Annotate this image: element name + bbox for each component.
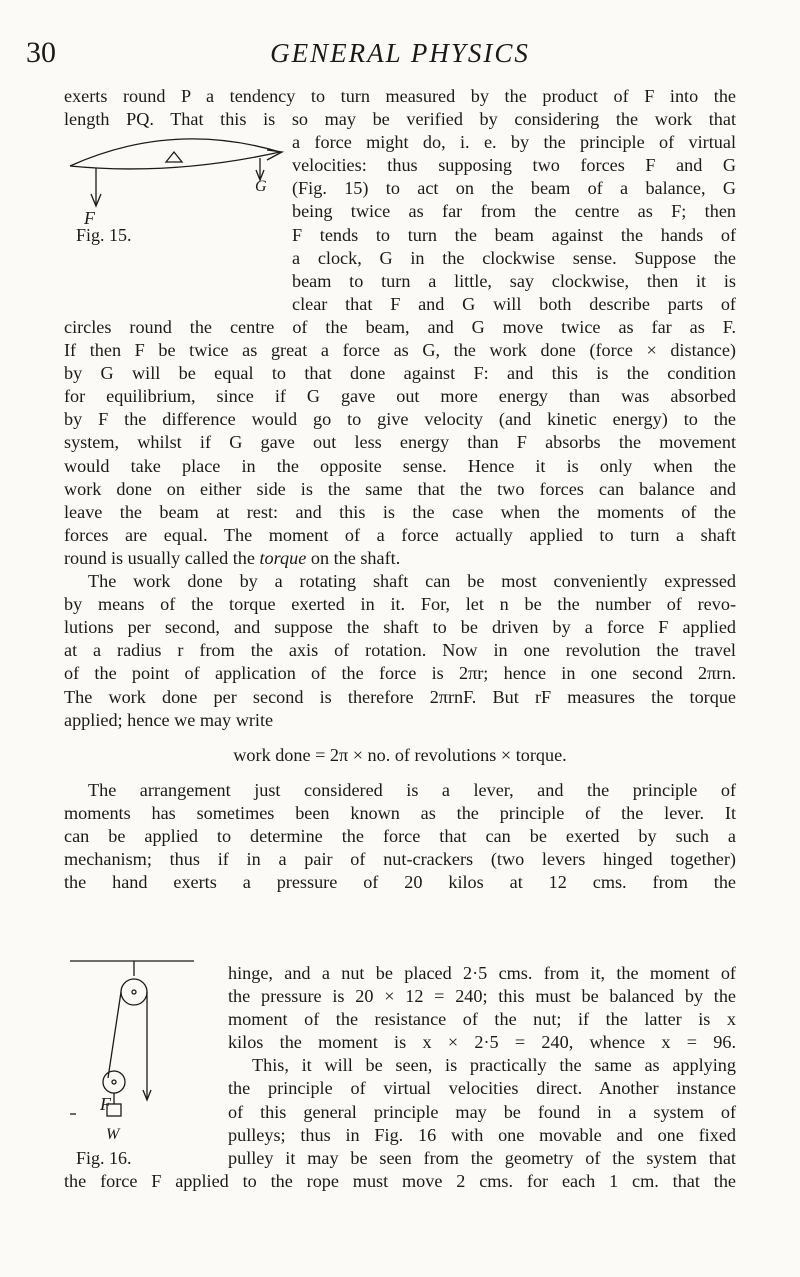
- text-line: of this general principle may be found in a system of: [228, 1101, 736, 1122]
- text-line: moment of the resistance of the nut; if the latter is x: [228, 1009, 736, 1030]
- balance-beam-diagram: [62, 130, 302, 270]
- text-line: forces are equal. The moment of a force actually applied to turn a shaft: [64, 524, 736, 545]
- paragraph-nutcracker: [228, 962, 736, 1170]
- text-line: pulleys; thus in Fig. 16 with one movable and one fixed: [228, 1124, 736, 1145]
- text-line: the hand exerts a pressure of 20 kilos at 12 cms. from the: [64, 872, 736, 893]
- text-line: If then F be twice as great a force as G, the work done (force × distance): [64, 340, 736, 361]
- torque-line: round is usually called the torque on the shaft.: [64, 547, 401, 568]
- text-line: (Fig. 15) to act on the beam of a balance, G: [292, 178, 736, 199]
- text-line: by means of the torque exerted in it. For, let n be the number of revo-: [64, 594, 736, 615]
- fulcrum-icon: [166, 152, 182, 162]
- text-line: by F the difference would go to give velocity (and kinetic energy) to the: [64, 409, 736, 430]
- fig16-caption: Fig. 16.: [76, 1148, 132, 1168]
- text-line: velocities: thus supposing two forces F and G: [292, 155, 736, 176]
- beam-lower-edge: [70, 152, 280, 169]
- fixed-pulley-icon: [121, 979, 147, 1005]
- text-line: F tends to turn the beam against the hands of: [292, 224, 736, 245]
- text-line: The work done per second is therefore 2πrnF. But rF measures the torque: [64, 686, 736, 707]
- text-line: clear that F and G will both describe parts of: [292, 293, 736, 314]
- text-line: mechanism; thus if in a pair of nut-crackers (two levers hinged together): [64, 849, 736, 870]
- applied-line: applied; hence we may write: [64, 709, 274, 730]
- text-line: system, whilst if G gave out less energy than F absorbs the movement: [64, 432, 736, 453]
- text-line: the force F applied to the rope must move 2 cms. for each 1 cm. that the: [64, 1171, 736, 1191]
- text-line: at a radius r from the axis of rotation. Now in one revolution the travel: [64, 640, 736, 661]
- fig15-caption: Fig. 15.: [76, 225, 132, 245]
- rope-left: [108, 992, 121, 1078]
- text-line: pulley it may be seen from the geometry of the system that: [228, 1147, 736, 1168]
- paragraph-main: [64, 316, 736, 894]
- text-line: a clock, G in the clockwise sense. Suppose the: [292, 247, 736, 268]
- text-line: the pressure is 20 × 12 = 240; this must be balanced by the: [228, 986, 736, 1007]
- text-line: hinge, and a nut be placed 2·5 cms. from it, the moment of: [228, 963, 736, 983]
- text-line: lutions per second, and suppose the shaft to be driven by a force F applied: [64, 617, 736, 638]
- page-header: [0, 36, 800, 76]
- text-line: can be applied to determine the force that can be exerted by such a: [64, 825, 736, 846]
- paragraph-intro: [64, 85, 736, 131]
- text-line: leave the beam at rest: and this is the case when the moments of the: [64, 501, 736, 522]
- text-line: moments has sometimes been known as the principle of the lever. It: [64, 802, 736, 823]
- text-line: of the point of application of the force is 2πr; hence in one second 2πrn.: [64, 663, 736, 684]
- text-line: being twice as far from the centre as F; then: [292, 201, 736, 222]
- arrowhead-right-icon: [267, 150, 282, 160]
- text-line: exerts round P a tendency to turn measured by the product of F into the: [64, 86, 736, 106]
- running-title: GENERAL PHYSICS: [270, 38, 530, 68]
- text-line: beam to turn a little, say clockwise, then it is: [292, 270, 736, 291]
- text-line: by G will be equal to that done against F: and this is the condition: [64, 363, 736, 384]
- paragraph-pulleys: [64, 1170, 736, 1193]
- paragraph-virtual-velocities: [292, 131, 736, 316]
- torque-term: torque: [259, 547, 307, 568]
- text-line: work done on either side is the same that the two forces can balance and: [64, 478, 736, 499]
- fig16-label-w: W: [106, 1126, 120, 1143]
- movable-pulley-icon: [103, 1071, 125, 1093]
- fig16-label-f: F: [100, 1094, 111, 1114]
- text-line: a force might do, i. e. by the principle of virtual: [292, 132, 736, 153]
- text-line: would take place in the opposite sense. Hence it is only when the: [64, 455, 736, 476]
- text-line: This, it will be seen, is practically the same as applying: [252, 1055, 736, 1076]
- text-line: length PQ. That this is so may be verified by considering the work that: [64, 109, 736, 130]
- text-line: the principle of virtual velocities direct. Another instance: [228, 1078, 736, 1099]
- page-number: 30: [26, 36, 56, 69]
- pulley-diagram: [62, 958, 202, 1143]
- text-line: kilos the moment is x × 2·5 = 240, whence x = 96.: [228, 1032, 736, 1053]
- text-line: circles round the centre of the beam, and G move twice as far as F.: [64, 317, 736, 337]
- text-line: for equilibrium, since if G gave out more energy than was absorbed: [64, 386, 736, 407]
- text-line: The arrangement just considered is a lever, and the principle of: [88, 779, 736, 800]
- text-line: The work done by a rotating shaft can be most conveniently expressed: [88, 571, 736, 592]
- fig15-label-g: G: [255, 178, 267, 195]
- work-formula: work done = 2π × no. of revolutions × torque.: [233, 744, 567, 765]
- fig15-label-f: F: [84, 208, 95, 228]
